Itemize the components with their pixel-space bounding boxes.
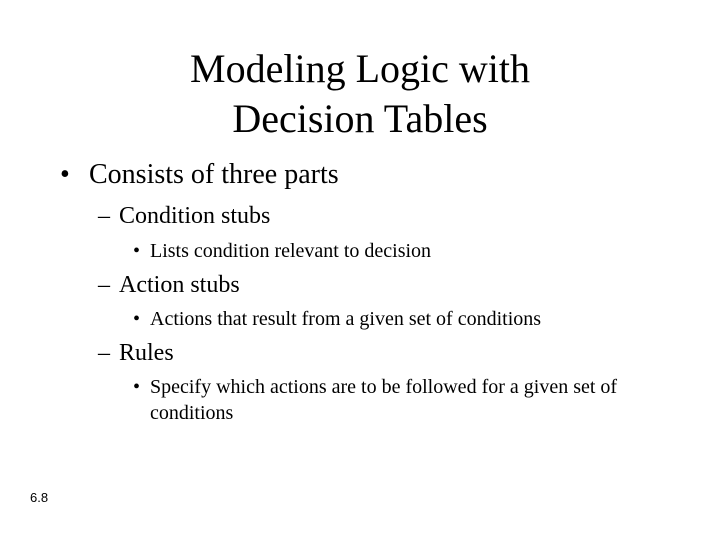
bullet-marker: • — [133, 240, 141, 262]
sub-bullet-label: Action stubs — [119, 272, 240, 298]
sub-bullet-action-stubs — [98, 270, 240, 300]
detail-bullet-rules — [133, 374, 653, 426]
dash-marker: – — [98, 203, 110, 229]
detail-bullet-condition-stubs — [133, 238, 673, 264]
sub-bullet-label: Condition stubs — [119, 203, 271, 229]
detail-bullet-text: Specify which actions are to be followed for a given set of conditions — [150, 376, 618, 424]
sub-bullet-condition-stubs — [98, 201, 270, 231]
bullet-marker: • — [133, 376, 141, 398]
sub-bullet-rules — [98, 338, 174, 368]
main-bullet — [60, 158, 339, 192]
detail-bullet-text: Actions that result from a given set of conditions — [150, 308, 542, 330]
dash-marker: – — [98, 340, 110, 366]
slide-title-line-1: Modeling Logic with — [190, 46, 530, 91]
slide-title — [150, 44, 570, 144]
detail-bullet-action-stubs — [133, 306, 673, 332]
bullet-marker: • — [133, 308, 141, 330]
slide-title-line-2: Decision Tables — [232, 96, 488, 141]
main-bullet-text: Consists of three parts — [89, 159, 339, 190]
bullet-marker: • — [60, 159, 70, 190]
dash-marker: – — [98, 272, 110, 298]
detail-bullet-text: Lists condition relevant to decision — [150, 240, 432, 262]
page-number: 6.8 — [30, 490, 49, 505]
sub-bullet-label: Rules — [119, 340, 174, 366]
